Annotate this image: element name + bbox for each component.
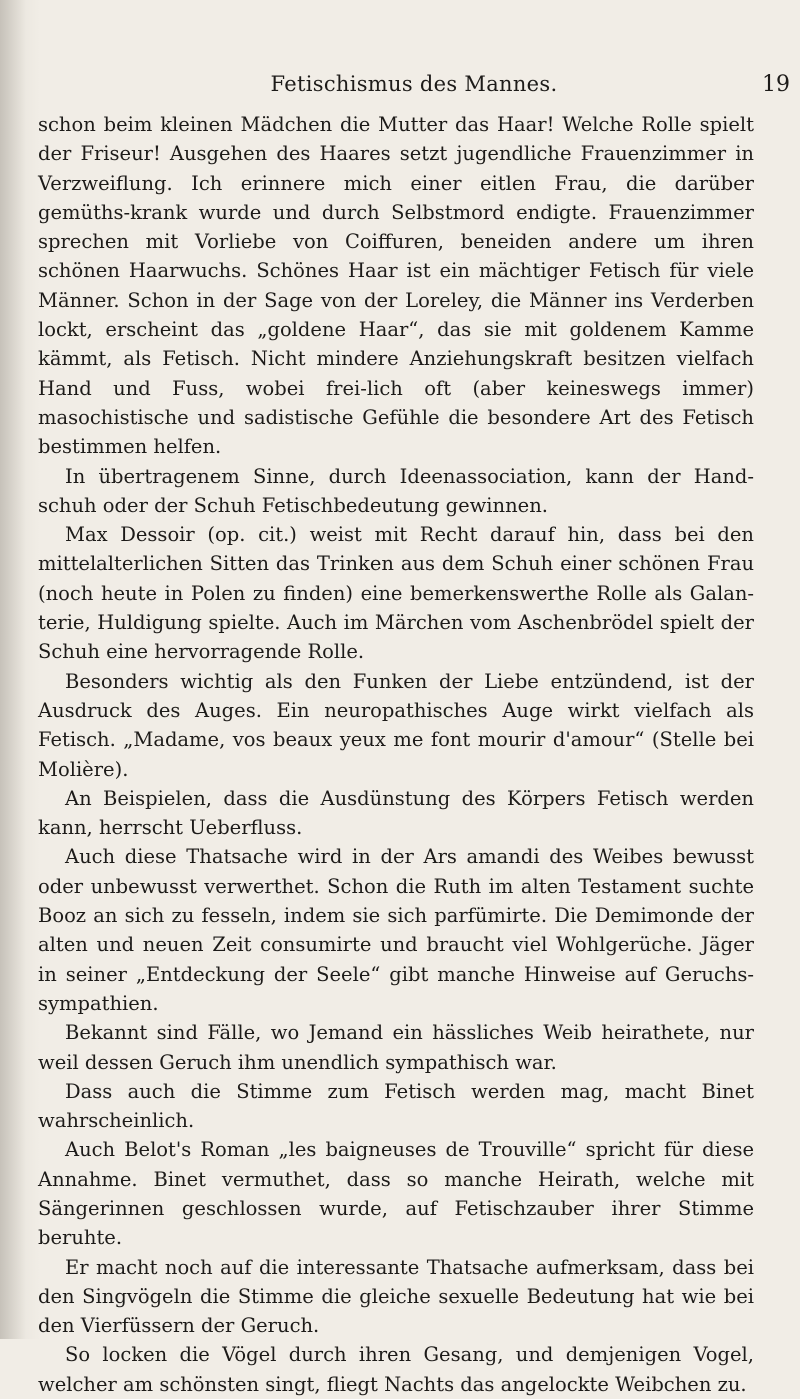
paragraph: Auch diese Thatsache wird in der Ars amandi des Weibes bewusst oder unbewusst verwerthet. Schon die Ruth im alten Testament suchte Booz an sich zu fesseln, indem sie sich parfümirte. Die Demimonde der alten und neuen Zeit consumirte und braucht viel Wohlgerüche. Jäger in seiner „Entdeckung der Seele“ gibt manche Hinweise auf Geruchs-sympathien.: [38, 845, 754, 1015]
page-number: 19: [762, 72, 790, 97]
paragraph: schon beim kleinen Mädchen die Mutter das Haar! Welche Rolle spielt der Friseur! Ausgehen des Haares setzt jugendliche Frauenzimmer in Verzweiflung. Ich erinnere mich einer eitlen Frau, die darüber gemüths-krank wurde und durch Selbstmord endigte. Frauenzimmer sprechen mit Vorliebe von Coiffuren, beneiden andere um ihren schönen Haarwuchs. Schönes Haar ist ein mächtiger Fetisch für viele Männer. Schon in der Sage von der Loreley, die Männer ins Verderben lockt, erscheint das „goldene Haar“, das sie mit goldenem Kamme kämmt, als Fetisch. Nicht mindere Anziehungskraft besitzen vielfach Hand und Fuss, wobei frei-lich oft (aber keineswegs immer) masochistische und sadistische Gefühle die besondere Art des Fetisch bestimmen helfen.: [38, 113, 754, 459]
paragraph: So locken die Vögel durch ihren Gesang, und demjenigen Vogel, welcher am schönsten singt, fliegt Nachts das angelockte Weibchen zu.: [38, 1343, 754, 1396]
paragraph: Besonders wichtig als den Funken der Liebe entzündend, ist der Ausdruck des Auges. Ein neuropathisches Auge wirkt vielfach als Fetisch. „Madame, vos beaux yeux me font mourir d'amour“ (Stelle bei Molière).: [38, 669, 754, 781]
paragraph: Er macht noch auf die interessante Thatsache aufmerksam, dass bei den Singvögeln die Stimme die gleiche sexuelle Bedeutung hat wie bei den Vierfüssern der Geruch.: [38, 1255, 754, 1338]
page-header: [38, 72, 790, 102]
paragraph: Bekannt sind Fälle, wo Jemand ein hässliches Weib heirathete, nur weil dessen Geruch ihm unendlich sympathisch war.: [38, 1021, 754, 1074]
paragraph: Auch Belot's Roman „les baigneuses de Trouville“ spricht für diese Annahme. Binet vermuthet, dass so manche Heirath, welche mit Sängerinnen geschlossen wurde, auf Fetischzauber ihrer Stimme beruhte.: [38, 1138, 754, 1250]
body-text: [38, 110, 754, 1399]
paragraph: In übertragenem Sinne, durch Ideenassociation, kann der Hand-schuh oder der Schuh Fetischbedeutung gewinnen.: [38, 464, 754, 517]
spine-shadow: [0, 0, 26, 1339]
running-title: Fetischismus des Mannes.: [270, 72, 558, 96]
paragraph: An Beispielen, dass die Ausdünstung des Körpers Fetisch werden kann, herrscht Ueberfluss.: [38, 786, 754, 840]
paragraph: Max Dessoir (op. cit.) weist mit Recht darauf hin, dass bei den mittelalterlichen Sitten das Trinken aus dem Schuh einer schönen Frau (noch heute in Polen zu finden) eine bemerkenswerthe Rolle als Galan-terie, Huldigung spielte. Auch im Märchen vom Aschenbrödel spielt der Schuh eine hervorragende Rolle.: [38, 523, 754, 664]
paragraph: Dass auch die Stimme zum Fetisch werden mag, macht Binet wahrscheinlich.: [38, 1079, 754, 1133]
